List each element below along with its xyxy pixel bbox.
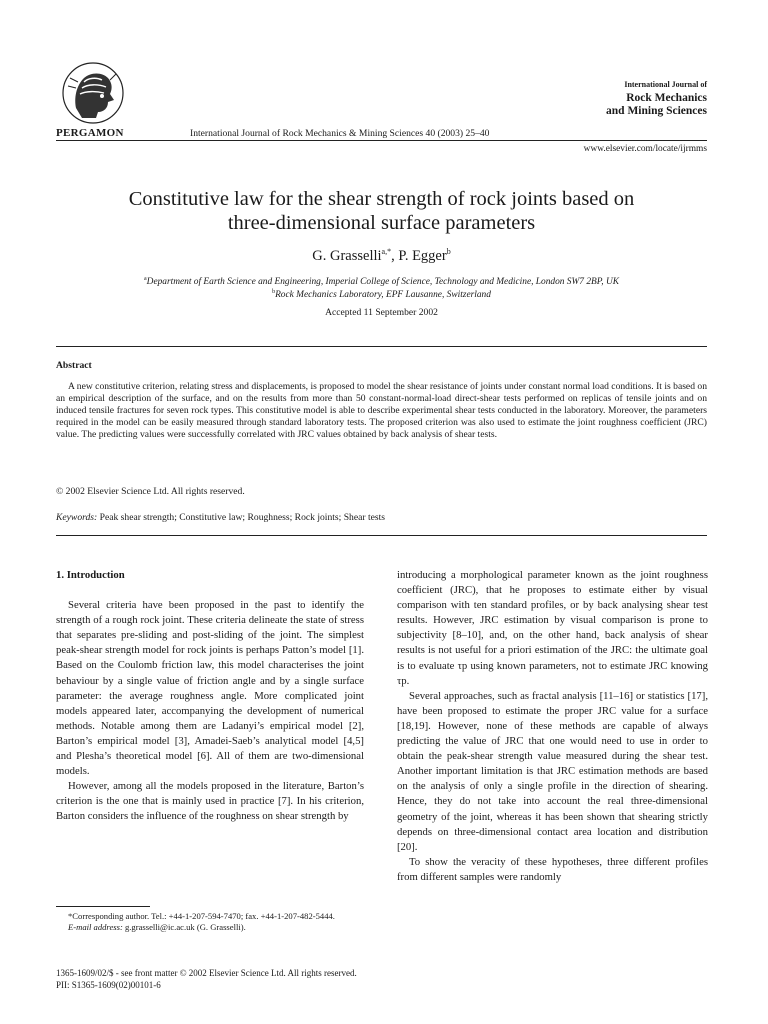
header-divider bbox=[56, 140, 707, 141]
journal-name-line1: Rock Mechanics bbox=[626, 92, 707, 104]
accepted-date: Accepted 11 September 2002 bbox=[325, 307, 438, 318]
email-label: E-mail address: bbox=[68, 922, 123, 933]
journal-url[interactable]: www.elsevier.com/locate/ijrmms bbox=[583, 144, 707, 154]
affiliation-a-text: Department of Earth Science and Engineering, Imperial College of Science, Technology and Medicine, London SW7 2BP, UK bbox=[146, 277, 619, 288]
author-list bbox=[56, 247, 707, 265]
intro-paragraph-2: However, among all the models proposed in the literature, Barton’s criterion is the one that is mainly used in practice [7]. In his criterion, Barton considers the influence of the roughness on shear strength by bbox=[56, 780, 364, 823]
affiliation-a-marker: a bbox=[144, 276, 147, 282]
section-heading-introduction: 1. Introduction bbox=[56, 569, 125, 581]
abstract-bottom-divider bbox=[56, 535, 707, 536]
abstract-text: A new constitutive criterion, relating stress and displacements, is proposed to model the shear resistance of joints under constant normal load conditions. It is based on an empirical description of the surface, and on the results from more than 50 constant-normal-load direct-shear tests performed on replicas of tensile joints and on induced tensile fractures for seven rock types. This constitutive model is able to describe experimental shear tests conducted in the laboratory. Moreover, the parameters required in the model can be easily measured through standard laboratory tests. The proposed criterion was also used to estimate the joint roughness coefficient (JRC) value. The predicting values were successfully correlated with JRC values obtained by back analysis of shear tests. bbox=[56, 381, 707, 441]
front-matter-footer bbox=[56, 967, 357, 991]
author-2-marker: b bbox=[446, 247, 451, 256]
body-column-left bbox=[56, 568, 364, 825]
journal-small-label: International Journal of bbox=[624, 80, 707, 89]
article-title bbox=[56, 187, 707, 235]
footnote-email bbox=[56, 922, 364, 933]
keywords bbox=[56, 512, 385, 523]
author-2: P. Egger bbox=[398, 247, 447, 264]
footnote-corresponding-author: *Corresponding author. Tel.: +44-1-207-594-7470; fax. +44-1-207-482-5444. bbox=[68, 911, 335, 921]
affiliation-b-text: Rock Mechanics Laboratory, EPF Lausanne, Switzerland bbox=[275, 290, 491, 301]
footnote bbox=[56, 911, 364, 934]
intro-paragraph-4: To show the veracity of these hypotheses, three different profiles from different samples were randomly bbox=[397, 855, 708, 883]
email-address[interactable]: g.grasselli@ic.ac.uk (G. Grasselli). bbox=[122, 922, 246, 933]
affiliation-a bbox=[56, 276, 707, 287]
abstract-top-divider bbox=[56, 346, 707, 347]
affiliation-b-marker: b bbox=[272, 289, 276, 295]
title-line-1: Constitutive law for the shear strength of rock joints based on bbox=[128, 188, 635, 210]
abstract-heading: Abstract bbox=[56, 360, 92, 371]
affiliation-b bbox=[56, 289, 707, 300]
intro-paragraph-3: Several approaches, such as fractal analysis [11–16] or statistics [17], have been proposed to estimate the proper JRC value for a surface [18,19]. However, none of these methods are capable of always predicting the value of JRC that one would need to use in order to obtain the peak-shear strength value measured during the shear test. Another important limitation is that JRC estimation methods are based on the analysis of only a single profile in the direction of shearing. Hence, they do not take into account the real three-dimensional geometry of the joint, whereas it has been shown that shearing strictly depends on three-dimensional contact area location and distribution [20]. bbox=[397, 689, 708, 853]
keywords-label: Keywords: bbox=[56, 512, 98, 523]
journal-citation: International Journal of Rock Mechanics & Mining Sciences 40 (2003) 25–40 bbox=[190, 128, 490, 139]
journal-name-line2: and Mining Sciences bbox=[606, 105, 707, 117]
body-column-right bbox=[397, 568, 708, 885]
intro-paragraph-1: Several criteria have been proposed in the past to identify the strength of a rough rock joint. These criteria delineate the state of stress that separates pre-sliding and post-sliding of the joint. The simplest peak-shear strength model for rock joints is perhaps Patton’s model [1]. Based on the Coulomb friction law, this model characterises the joint behaviour by a single value of friction angle and by a single surface parameter: the average roughness angle. More complicated joint models appeared later, accompanying the development of numerical methods. Notable among them are Ladanyi’s empirical model [2], Barton’s empirical model [3], Amadei-Saeb’s analytical model [4,5] and Plesha’s theoretical model [6]. All of them are two-dimensional models. bbox=[56, 599, 364, 778]
pii-line: PII: S1365-1609(02)00101-6 bbox=[56, 980, 161, 990]
footnote-divider bbox=[56, 906, 150, 907]
publisher-name: PERGAMON bbox=[56, 127, 124, 139]
journal-masthead bbox=[606, 80, 707, 118]
intro-paragraph-2-continued: introducing a morphological parameter known as the joint roughness coefficient (JRC), that he proposes to estimate either by visual comparison with ten standard profiles, or by back analysing shear test results. However, JRC estimation by visual comparison is prone to subjectivity [8–10], and, on the other hand, back analysis of shear results is not useful for a priori estimation of the JRC: the ultimate goal is to evaluate τp using known parameters, not to estimate JRC knowing τp. bbox=[397, 569, 708, 687]
keywords-list: Peak shear strength; Constitutive law; Roughness; Rock joints; Shear tests bbox=[97, 512, 386, 523]
author-1: G. Grasselli bbox=[312, 247, 382, 264]
author-1-marker: a,* bbox=[381, 247, 392, 256]
title-line-2: three-dimensional surface parameters bbox=[227, 212, 536, 234]
abstract-copyright: © 2002 Elsevier Science Ltd. All rights reserved. bbox=[56, 486, 245, 497]
issn-line: 1365-1609/02/$ - see front matter © 2002 Elsevier Science Ltd. All rights reserved. bbox=[56, 968, 357, 978]
author-separator: , bbox=[391, 247, 399, 264]
pergamon-logo bbox=[58, 60, 128, 126]
